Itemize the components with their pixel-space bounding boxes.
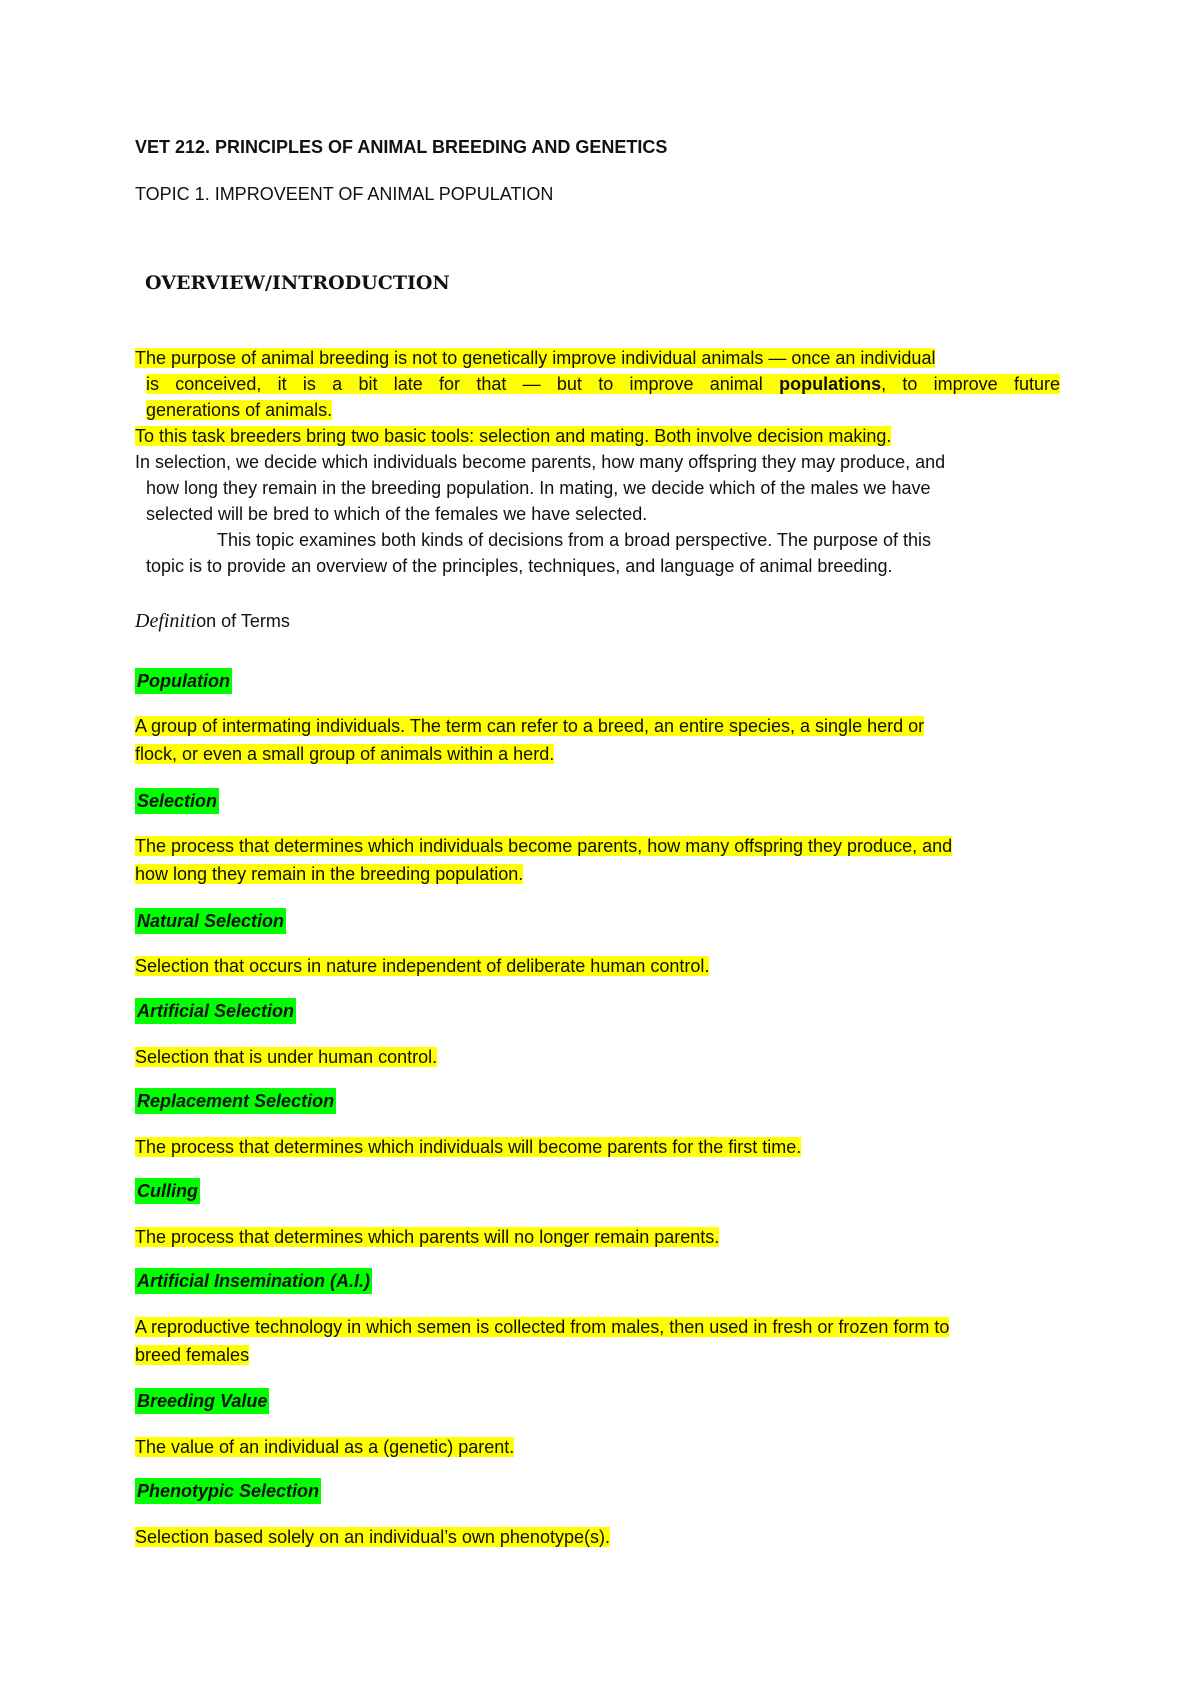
def-phenotypic-selection-line1: Selection based solely on an individual’s own phenotype(s). [135, 1527, 610, 1547]
def-population-line2: flock, or even a small group of animals within a herd. [135, 744, 555, 764]
intro-p1-line2 [146, 372, 1060, 396]
term-phenotypic-selection: Phenotypic Selection [135, 1478, 321, 1504]
term-replacement-selection: Replacement Selection [135, 1088, 336, 1114]
term-artificial-insemination: Artificial Insemination (A.I.) [135, 1268, 372, 1294]
definitions-heading [135, 610, 290, 633]
def-artificial-selection [135, 1043, 437, 1071]
intro-p3-line2: how long they remain in the breeding population. In mating, we decide which of the males we have [146, 478, 931, 498]
overview-heading: OVERVIEW/INTRODUCTION [145, 272, 450, 294]
intro-p1-line3-text: generations of animals. [146, 400, 333, 420]
intro-p1-line1-text: The purpose of animal breeding is not to genetically improve individual animals — once an individual [135, 348, 936, 368]
def-artificial-insemination-line1: A reproductive technology in which semen is collected from males, then used in fresh or frozen form to [135, 1317, 950, 1337]
def-natural-selection-line1: Selection that occurs in nature independent of deliberate human control. [135, 956, 710, 976]
def-population-line1: A group of intermating individuals. The term can refer to a breed, an entire species, a single herd or [135, 716, 925, 736]
definitions-heading-rest: on of Terms [196, 611, 290, 631]
term-artificial-selection: Artificial Selection [135, 998, 296, 1024]
def-natural-selection [135, 952, 709, 980]
intro-p4-line2: topic is to provide an overview of the principles, techniques, and language of animal breeding. [146, 556, 893, 576]
intro-p1-line3 [146, 398, 1060, 422]
intro-p1-line2-text-c: , to improve future [881, 374, 1060, 394]
intro-p1-line1 [135, 346, 1060, 370]
term-population: Population [135, 668, 232, 694]
intro-p2-text: To this task breeders bring two basic tools: selection and mating. Both involve decision making. [135, 426, 892, 446]
def-artificial-insemination [135, 1313, 949, 1369]
intro-p3-line3: selected will be bred to which of the females we have selected. [146, 504, 648, 524]
def-replacement-selection-line1: The process that determines which individuals will become parents for the first time. [135, 1137, 802, 1157]
intro-p2 [135, 424, 1060, 448]
def-selection-line1: The process that determines which individuals become parents, how many offspring they produce, and [135, 836, 953, 856]
def-replacement-selection [135, 1133, 801, 1161]
term-natural-selection: Natural Selection [135, 908, 286, 934]
def-phenotypic-selection [135, 1523, 610, 1551]
def-selection [135, 832, 952, 888]
definitions-heading-italic: Definiti [135, 610, 197, 632]
def-artificial-insemination-line2: breed females [135, 1345, 250, 1365]
def-population [135, 712, 924, 768]
intro-p1-line2-text-a: is conceived, it is a bit late for that — but to improve animal [146, 374, 780, 394]
def-artificial-selection-line1: Selection that is under human control. [135, 1047, 438, 1067]
intro-p3-line1: In selection, we decide which individuals become parents, how many offspring they may produce, and [135, 452, 946, 472]
intro-populations-bold: populations [779, 374, 882, 394]
def-breeding-value-line1: The value of an individual as a (genetic) parent. [135, 1437, 515, 1457]
term-culling: Culling [135, 1178, 200, 1204]
def-breeding-value [135, 1433, 514, 1461]
intro-p4-line1: This topic examines both kinds of decisions from a broad perspective. The purpose of this [217, 530, 932, 550]
term-breeding-value: Breeding Value [135, 1388, 269, 1414]
topic-title: TOPIC 1. IMPROVEENT OF ANIMAL POPULATION [135, 184, 554, 204]
term-selection: Selection [135, 788, 219, 814]
def-culling-line1: The process that determines which parents will no longer remain parents. [135, 1227, 720, 1247]
def-culling [135, 1223, 719, 1251]
course-title: VET 212. PRINCIPLES OF ANIMAL BREEDING AND GENETICS [135, 137, 668, 157]
def-selection-line2: how long they remain in the breeding population. [135, 864, 524, 884]
